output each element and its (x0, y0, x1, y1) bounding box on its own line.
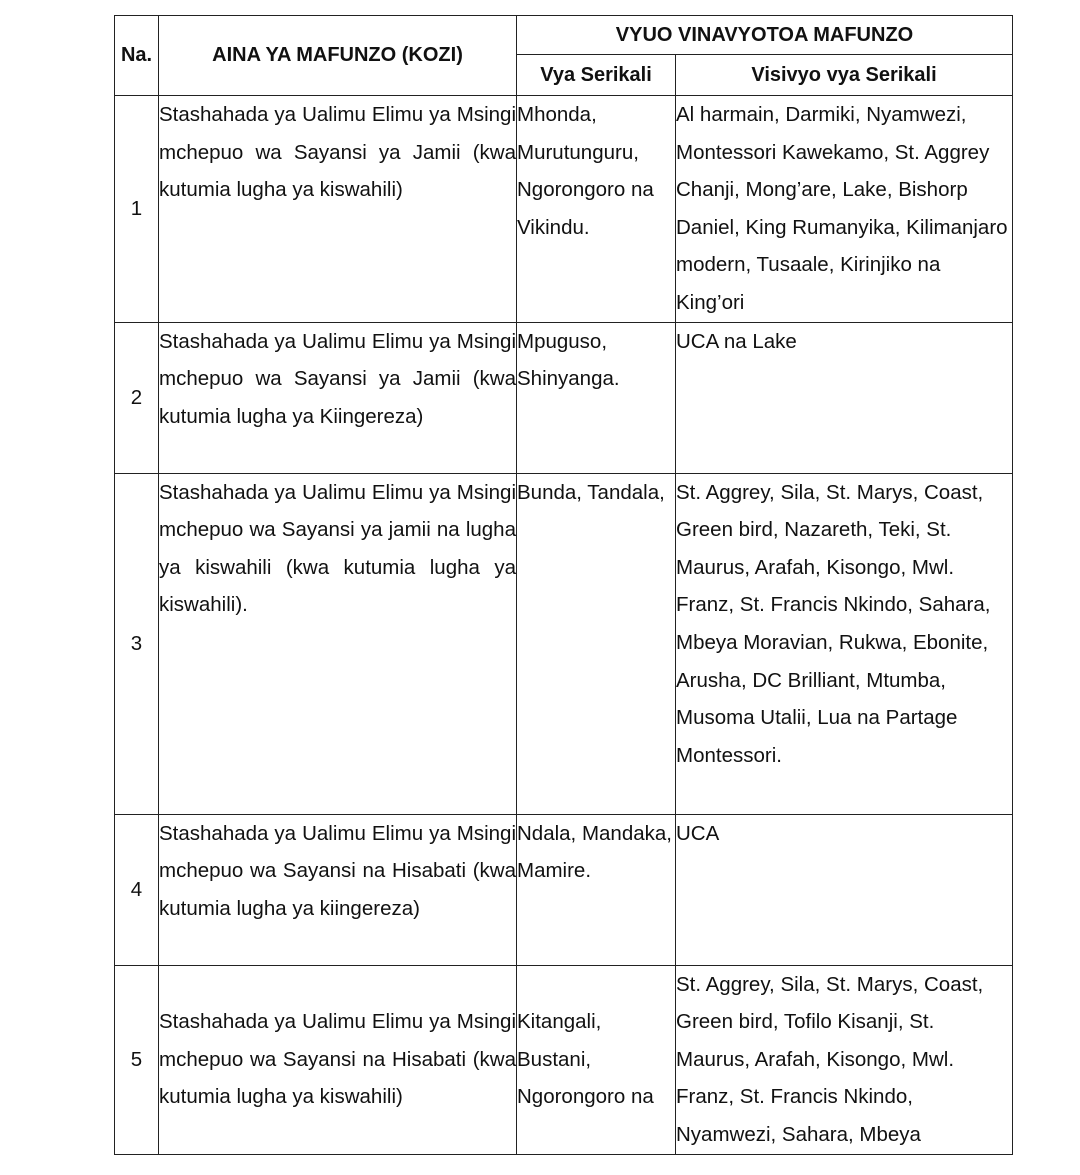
course-cell: Stashahada ya Ualimu Elimu ya Msingi mchepuo wa Sayansi na Hisabati (kwa kutumia lugha ya kiswahili) (159, 965, 517, 1154)
government-colleges-cell: Kitangali, Bustani, Ngorongoro na (517, 965, 676, 1154)
row-number: 1 (115, 96, 159, 323)
row-number: 4 (115, 814, 159, 965)
government-colleges-cell: Bunda, Tandala, (517, 473, 676, 814)
table-row (115, 473, 1013, 814)
row-number: 5 (115, 965, 159, 1154)
header-colleges: VYUO VINAVYOTOA MAFUNZO (517, 16, 1013, 55)
header-government: Vya Serikali (517, 55, 676, 96)
table-row (115, 965, 1013, 1154)
table-row (115, 322, 1013, 473)
private-colleges-cell: UCA na Lake (676, 322, 1013, 473)
header-private: Visivyo vya Serikali (676, 55, 1013, 96)
course-cell: Stashahada ya Ualimu Elimu ya Msingi mchepuo wa Sayansi na Hisabati (kwa kutumia lugha ya kiingereza) (159, 814, 517, 965)
row-number: 2 (115, 322, 159, 473)
government-colleges-cell: Ndala, Mandaka, Mamire. (517, 814, 676, 965)
government-colleges-cell: Mhonda, Murutunguru, Ngorongoro na Vikindu. (517, 96, 676, 323)
private-colleges-cell: St. Aggrey, Sila, St. Marys, Coast, Green bird, Tofilo Kisanji, St. Maurus, Arafah, Kisongo, Mwl. Franz, St. Francis Nkindo, Nyamwezi, Sahara, Mbeya (676, 965, 1013, 1154)
colleges-table (114, 15, 1013, 1155)
course-cell: Stashahada ya Ualimu Elimu ya Msingi mchepuo wa Sayansi ya jamii na lugha ya kiswahili (kwa kutumia lugha ya kiswahili). (159, 473, 517, 814)
row-number: 3 (115, 473, 159, 814)
header-course: AINA YA MAFUNZO (KOZI) (159, 16, 517, 96)
private-colleges-cell: UCA (676, 814, 1013, 965)
course-cell: Stashahada ya Ualimu Elimu ya Msingi mchepuo wa Sayansi ya Jamii (kwa kutumia lugha ya Kiingereza) (159, 322, 517, 473)
private-colleges-cell: St. Aggrey, Sila, St. Marys, Coast, Green bird, Nazareth, Teki, St. Maurus, Arafah, Kisongo, Mwl. Franz, St. Francis Nkindo, Sahara, Mbeya Moravian, Rukwa, Ebonite, Arusha, DC Brilliant, Mtumba, Musoma Utalii, Lua na Partage Montessori. (676, 473, 1013, 814)
table-row (115, 814, 1013, 965)
government-colleges-cell: Mpuguso, Shinyanga. (517, 322, 676, 473)
header-no: Na. (115, 16, 159, 96)
private-colleges-cell: Al harmain, Darmiki, Nyamwezi, Montessori Kawekamo, St. Aggrey Chanji, Mong’are, Lake, Bishorp Daniel, King Rumanyika, Kilimanjaro modern, Tusaale, Kirinjiko na King’ori (676, 96, 1013, 323)
course-cell: Stashahada ya Ualimu Elimu ya Msingi mchepuo wa Sayansi ya Jamii (kwa kutumia lugha ya kiswahili) (159, 96, 517, 323)
table-row (115, 96, 1013, 323)
